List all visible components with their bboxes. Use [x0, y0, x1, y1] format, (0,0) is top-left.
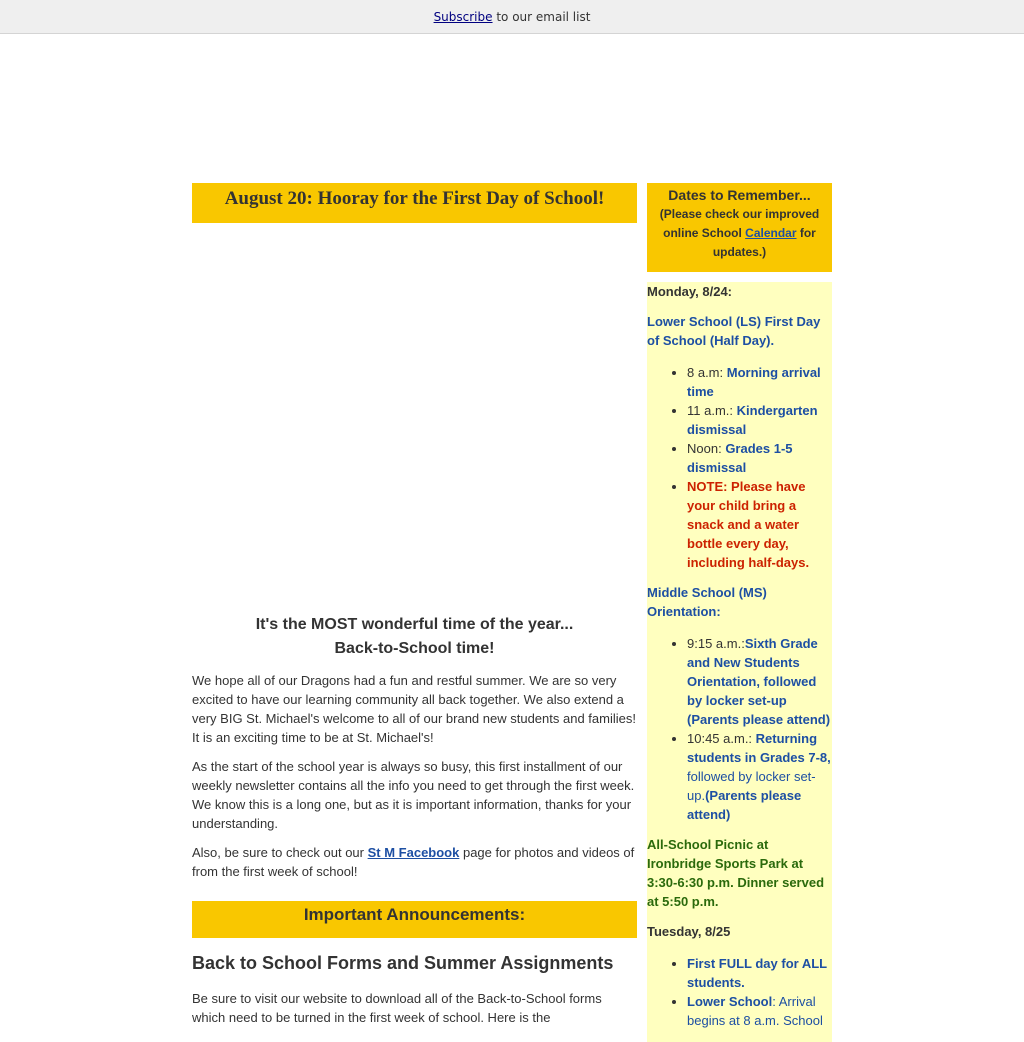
lower-school-list [647, 363, 832, 572]
list-item [687, 992, 832, 1030]
event-time: Noon: [687, 441, 726, 456]
intro-heading [192, 613, 637, 661]
subscribe-bar [0, 0, 1024, 34]
intro-paragraph-1: We hope all of our Dragons had a fun and restful summer. We are so very excited to have our learning community all back together. We also extend a very BIG St. Michael's welcome to all of our brand new students and families! It is an exciting time to be at St. Michael's! [192, 673, 636, 745]
intro-line-1: It's the MOST wonderful time of the year... [255, 616, 574, 633]
subscribe-link[interactable]: Subscribe [433, 10, 493, 24]
intro-line-2: Back-to-School time! [334, 640, 495, 657]
main-column [192, 183, 637, 1027]
dates-list [647, 282, 832, 1042]
event-text-note: (Parents please attend) [687, 788, 802, 822]
tuesday-heading: Tuesday, 8/25 [647, 924, 731, 939]
monday-heading: Monday, 8/24: [647, 284, 733, 299]
list-item [687, 401, 832, 439]
event-label: Lower School [687, 994, 773, 1009]
event-time: 8 a.m: [687, 365, 727, 380]
dates-sub-suffix: for updates.) [712, 226, 816, 259]
picnic-notice: All-School Picnic at Ironbridge Sports Park at 3:30-6:30 p.m. Dinner served at 5:50 p.m. [647, 837, 825, 909]
dates-banner [647, 183, 832, 272]
list-item [687, 634, 832, 729]
event-text: Returning students in Grades 7-8, [687, 731, 831, 765]
event-time: 11 a.m.: [687, 403, 737, 418]
event-time: 9:15 a.m.: [687, 636, 745, 651]
forms-paragraph: Be sure to visit our website to download all of the Back-to-School forms which need to be turned in the first week of school. Here is the [192, 991, 602, 1025]
dates-subtitle [647, 205, 832, 262]
intro-paragraph-2: As the start of the school year is always so busy, this first installment of our weekly newsletter contains all the info you need to get through the first week. We know this is a long one, but as it is important information, thanks for your understanding. [192, 759, 635, 831]
subscribe-suffix: to our email list [492, 10, 591, 24]
calendar-link[interactable]: Calendar [745, 226, 797, 240]
forms-heading: Back to School Forms and Summer Assignments [192, 953, 614, 973]
para3-prefix: Also, be sure to check out our [192, 845, 368, 860]
snack-note: NOTE: Please have your child bring a snack and a water bottle every day, including half-days. [687, 479, 810, 570]
lower-school-heading: Lower School (LS) First Day of School (Half Day). [647, 314, 821, 348]
list-item [687, 439, 832, 477]
list-item [687, 477, 832, 572]
event-text: Grades 1-5 dismissal [687, 441, 793, 475]
list-item [687, 363, 832, 401]
event-text: : Arrival begins at 8 a.m. School [687, 994, 823, 1028]
list-item [687, 729, 832, 824]
headline-title: August 20: Hooray for the First Day of School! [224, 188, 605, 209]
dates-sub-prefix: (Please check our improved online School [659, 207, 820, 240]
intro-paragraph-3 [192, 843, 637, 881]
event-text: First FULL day for ALL students. [687, 956, 827, 990]
middle-school-list [647, 634, 832, 824]
facebook-link[interactable]: St M Facebook [367, 845, 460, 860]
announcements-heading: Important Announcements: [303, 905, 526, 924]
event-text-plain: followed by locker set-up. [687, 769, 816, 803]
event-text: Sixth Grade and New Students Orientation, followed by locker set-up (Parents please attend) [687, 636, 831, 727]
para3-suffix: page for photos and videos of from the first week of school! [192, 845, 635, 879]
dates-sidebar [647, 183, 832, 1042]
event-text: Kindergarten dismissal [687, 403, 818, 437]
event-text: Morning arrival time [687, 365, 821, 399]
announcements-banner [192, 901, 637, 938]
list-item [687, 954, 832, 992]
middle-school-heading: Middle School (MS) Orientation: [647, 585, 767, 619]
headline-banner [192, 183, 637, 223]
event-time: 10:45 a.m.: [687, 731, 756, 746]
tuesday-list [647, 954, 832, 1030]
dates-title: Dates to Remember... [668, 187, 811, 203]
hero-image [192, 223, 637, 613]
